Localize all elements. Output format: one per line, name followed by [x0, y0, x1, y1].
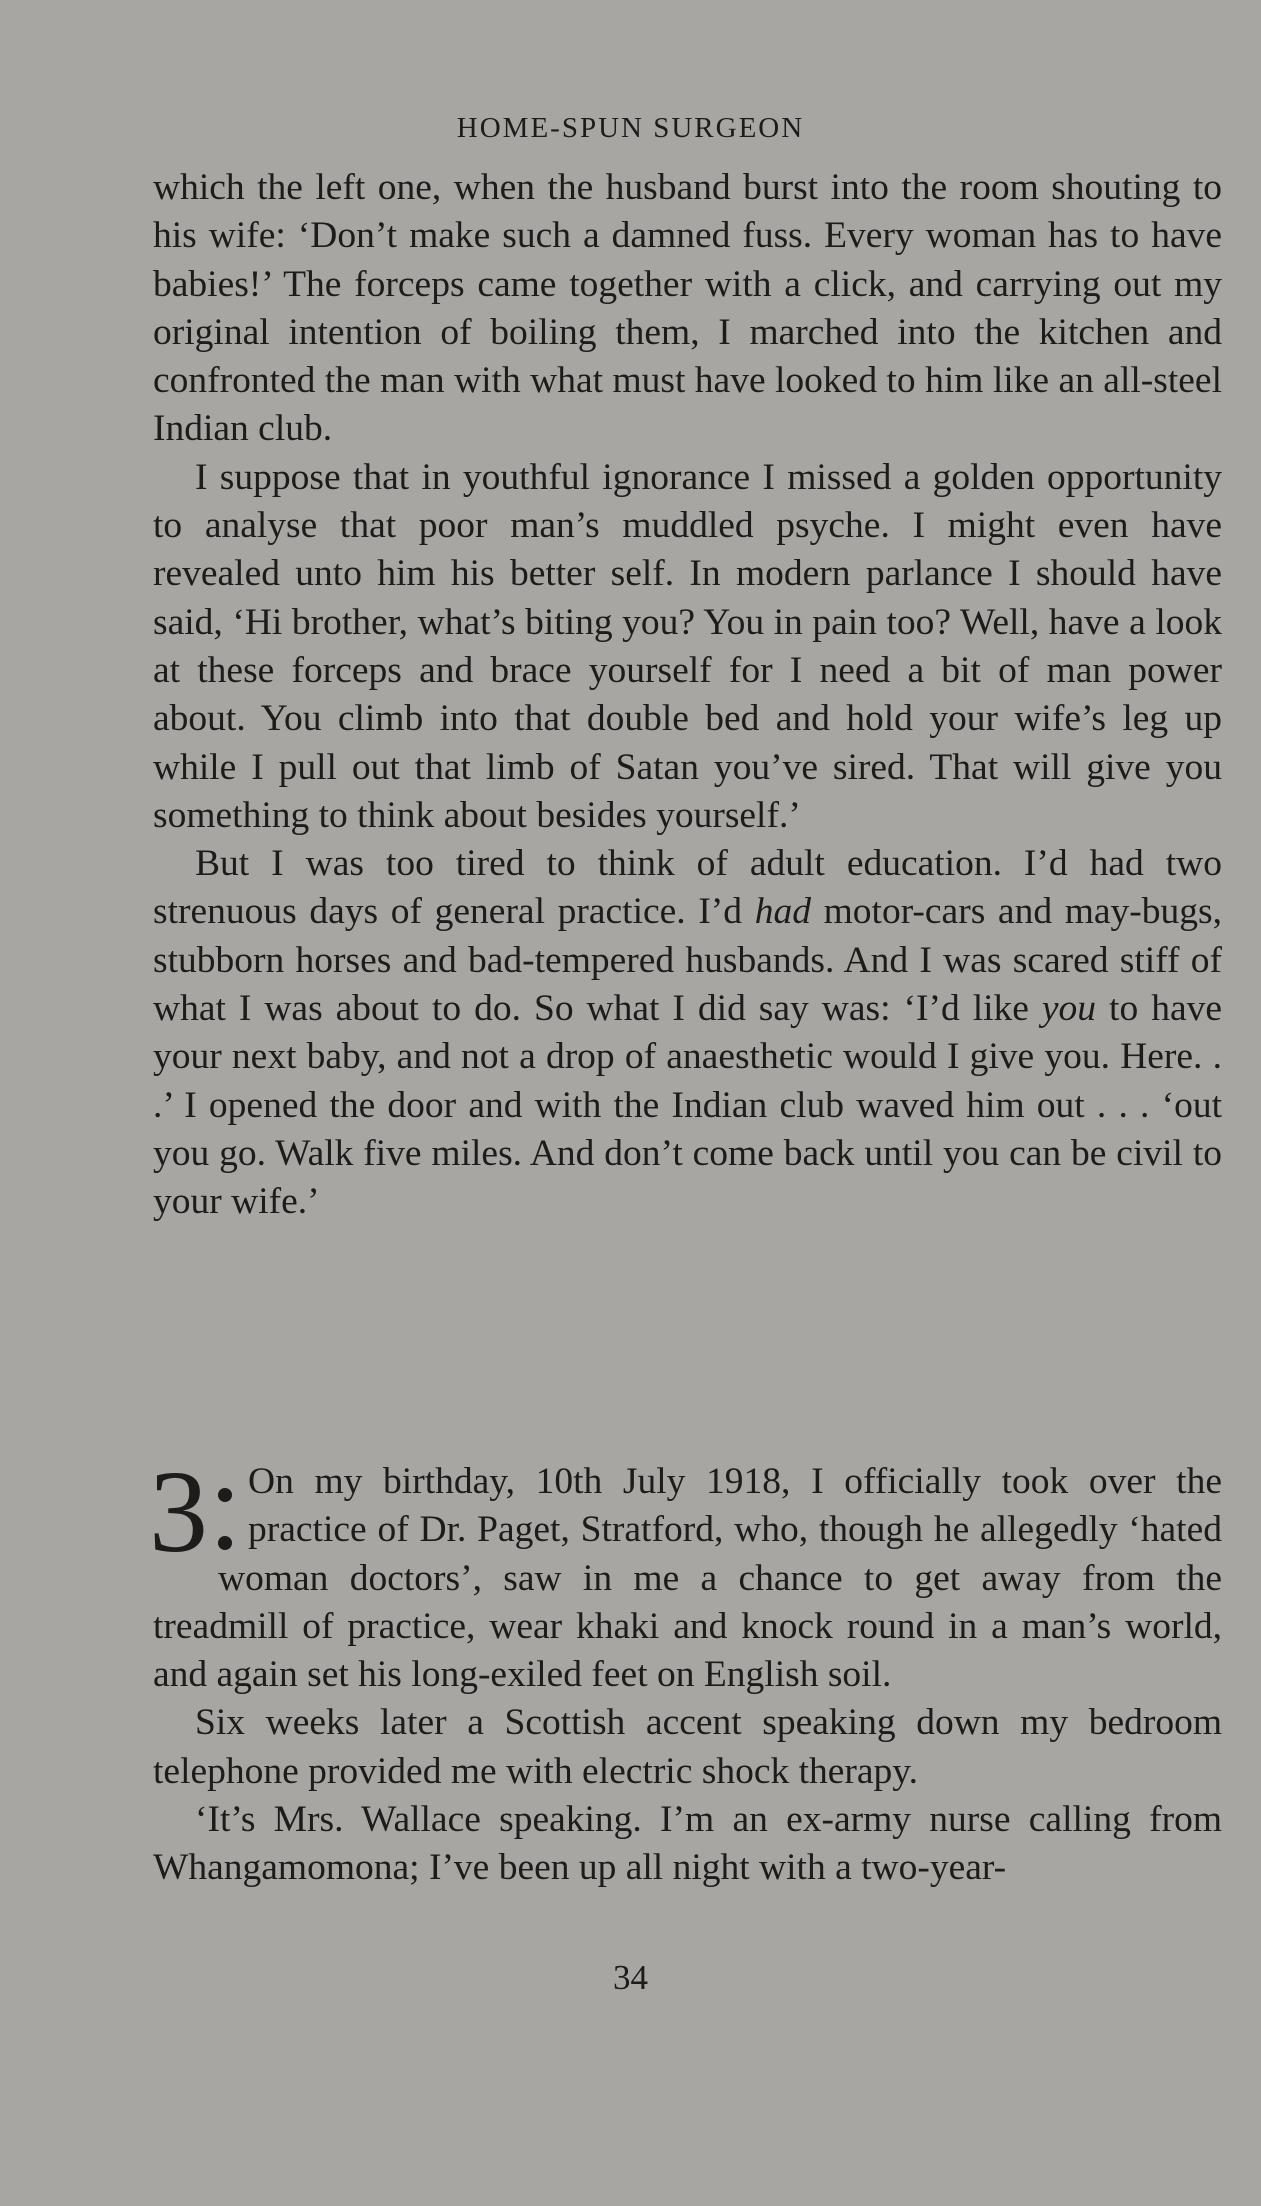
text-run: But I was too tired to think of adult education. I’d had two strenuous days of general practice. I’d: [153, 843, 1222, 933]
paragraph: Six weeks later a Scottish accent speaking down my bedroom telephone provided me with electric shock therapy.: [153, 1702, 1222, 1792]
section-number-colon: [218, 1458, 234, 1554]
italic-text: you: [1041, 988, 1097, 1030]
colon-dot: [218, 1488, 232, 1502]
italic-text: had: [754, 891, 811, 933]
paragraph: I suppose that in youthful ignorance I missed a golden opportunity to analyse that poor man’s muddled psyche. I might even have revealed unto him his better self. In modern parlance I should have said, ‘Hi brother, what’s biting you? You in pain too? Well, have a look at these forceps and brace yourself for I need a bit of man power about. You climb into that double bed and hold your wife’s leg up while I pull out that limb of Satan you’ve sired. That will give you something to think about besides yourself.’: [153, 456, 1222, 836]
text-run: to have your next baby, and not a drop of anaesthetic would I give you. Here. . .’ I opened the door and with the Indian club waved him out . . . ‘out you go. Walk five miles. And don’t come back until you can be civil to your wife.’: [153, 988, 1222, 1223]
page-number: 34: [613, 1958, 648, 1997]
paragraph: [153, 840, 1222, 1226]
section-3: [149, 1446, 1222, 1893]
paragraph: On my birthday, 10th July 1918, I officially took over the practice of Dr. Paget, Stratford, who, though he allegedly ‘hated woman doctors’, saw in me a chance to get away from the treadmill of practice, wear khaki and knock round in a man’s world, and again set his long-exiled feet on English soil.: [153, 1461, 1222, 1696]
colon-dot: [218, 1536, 232, 1550]
paragraph: which the left one, when the husband burst into the room shouting to his wife: ‘Don’t make such a damned fuss. Every woman has to have babies!’ The forceps came together with a click, and carrying out my original intention of boiling them, I marched into the kitchen and confronted the man with what must have looked to him like an all-steel Indian club.: [153, 167, 1222, 450]
section-continuation: [153, 164, 1222, 1227]
text-run: motor-cars and may-bugs, stubborn horses and bad-tempered husbands. And I was scared stiff of what I was about to do. So what I did say was: ‘I’d like: [153, 891, 1222, 1030]
section-number-drop-cap: 3: [149, 1446, 208, 1577]
running-head: HOME-SPUN SURGEON: [456, 112, 805, 144]
paragraph: ‘It’s Mrs. Wallace speaking. I’m an ex-army nurse calling from Whangamomona; I’ve been up all night with a two-year-: [153, 1799, 1222, 1889]
